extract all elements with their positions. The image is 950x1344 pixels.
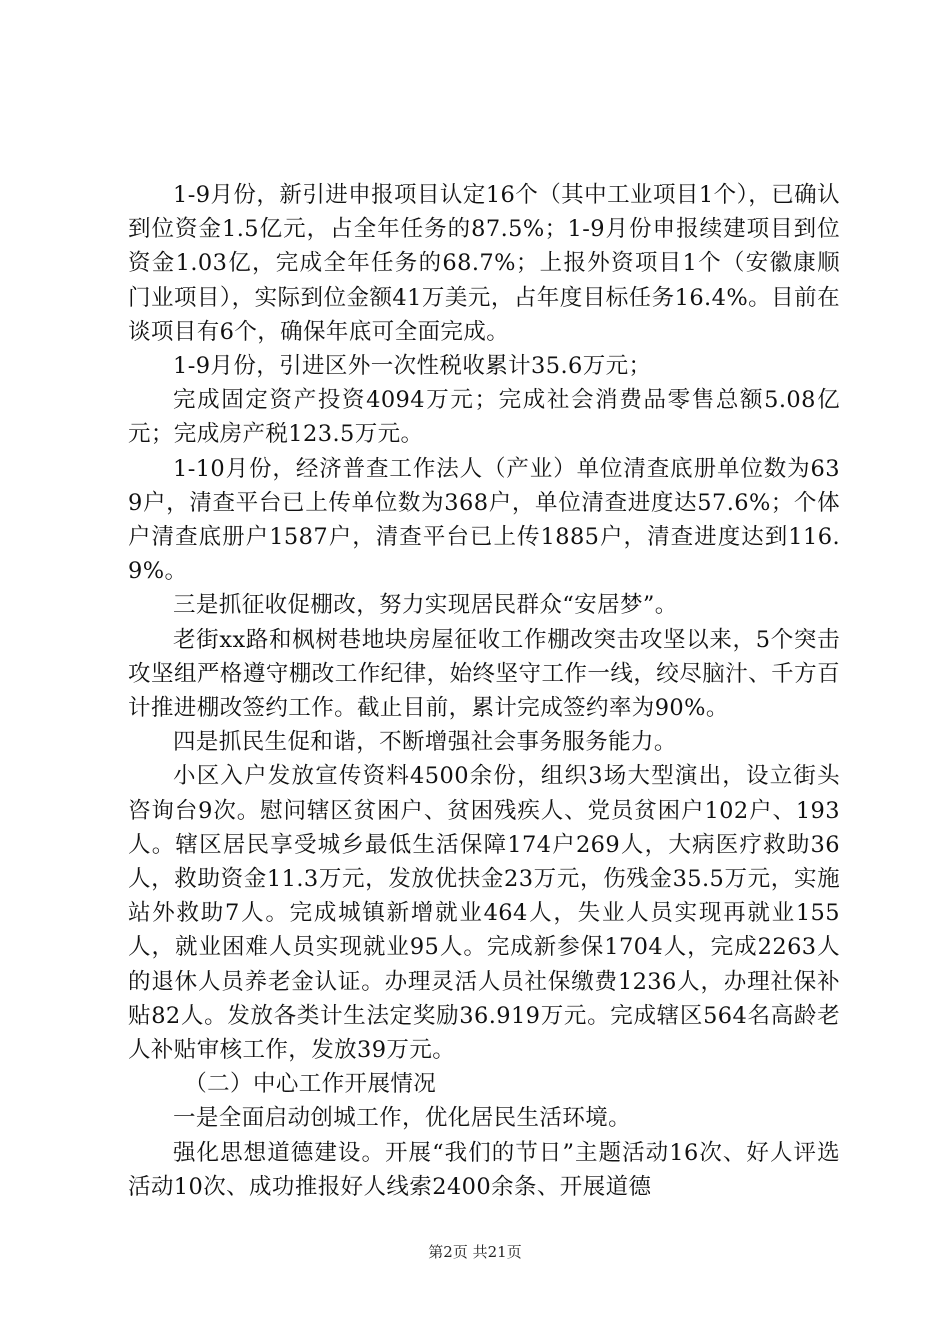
section-heading-central-work: （二）中心工作开展情况: [184, 1071, 437, 1098]
paragraph-tax-revenue: 1-9月份，引进区外一次性税收累计35.6万元；: [173, 353, 652, 380]
paragraph-shantytown: 老街xx路和枫树巷地块房屋征收工作棚改突击攻坚以来，5个突击攻坚组严格遵守棚改工作纪律，始终坚守工作一线，绞尽脑汁、千方百计推进棚改签约工作。截止目前，累计完成签约率为90%。: [128, 626, 840, 722]
section-heading-livelihood: 四是抓民生促和谐，不断增强社会事务服务能力。: [173, 729, 677, 756]
paragraph-investment: 1-9月份，新引进申报项目认定16个（其中工业项目1个），已确认到位资金1.5亿元，占全年任务的87.5%；1-9月份申报续建项目到位资金1.03亿，完成全年任务的68.7%；上报外资项目1个（安徽康顺门业项目），实际到位金额41万美元，占年度目标任务16.4%。目前在谈项目有6个，确保年底可全面完成。: [128, 182, 840, 345]
section-heading-shantytown: 三是抓征收促棚改，努力实现居民群众“安居梦”。: [173, 592, 678, 619]
paragraph-moral-construction: 强化思想道德建设。开展“我们的节日”主题活动16次、好人评选活动10次、成功推报好人线索2400余条、开展道德: [128, 1139, 840, 1200]
paragraph-livelihood: 小区入户发放宣传资料4500余份，组织3场大型演出，设立街头咨询台9次。慰问辖区贫困户、贫困残疾人、党员贫困户102户、193人。辖区居民享受城乡最低生活保障174户269人，大病医疗救助36人，救助资金11.3万元，发放优扶金23万元，伤残金35.5万元，实施站外救助7人。完成城镇新增就业464人，失业人员实现再就业155人，就业困难人员实现就业95人。完成新参保1704人，完成2263人的退休人员养老金认证。办理灵活人员社保缴费1236人，办理社保补贴82人。发放各类计生法定奖励36.919万元。完成辖区564名高龄老人补贴审核工作，发放39万元。: [128, 763, 840, 1064]
paragraph-economic-census: 1-10月份，经济普查工作法人（产业）单位清查底册单位数为639户，清查平台已上传单位数为368户，单位清查进度达57.6%；个体户清查底册户1587户，清查平台已上传1885户，清查进度达到116.9%。: [128, 455, 840, 585]
page-number-footer: 第2页 共21页: [428, 1243, 522, 1261]
section-heading-city-creation: 一是全面启动创城工作，优化居民生活环境。: [173, 1105, 632, 1132]
document-body: [128, 178, 840, 1204]
paragraph-fixed-assets: 完成固定资产投资4094万元；完成社会消费品零售总额5.08亿元；完成房产税123.5万元。: [128, 387, 840, 448]
